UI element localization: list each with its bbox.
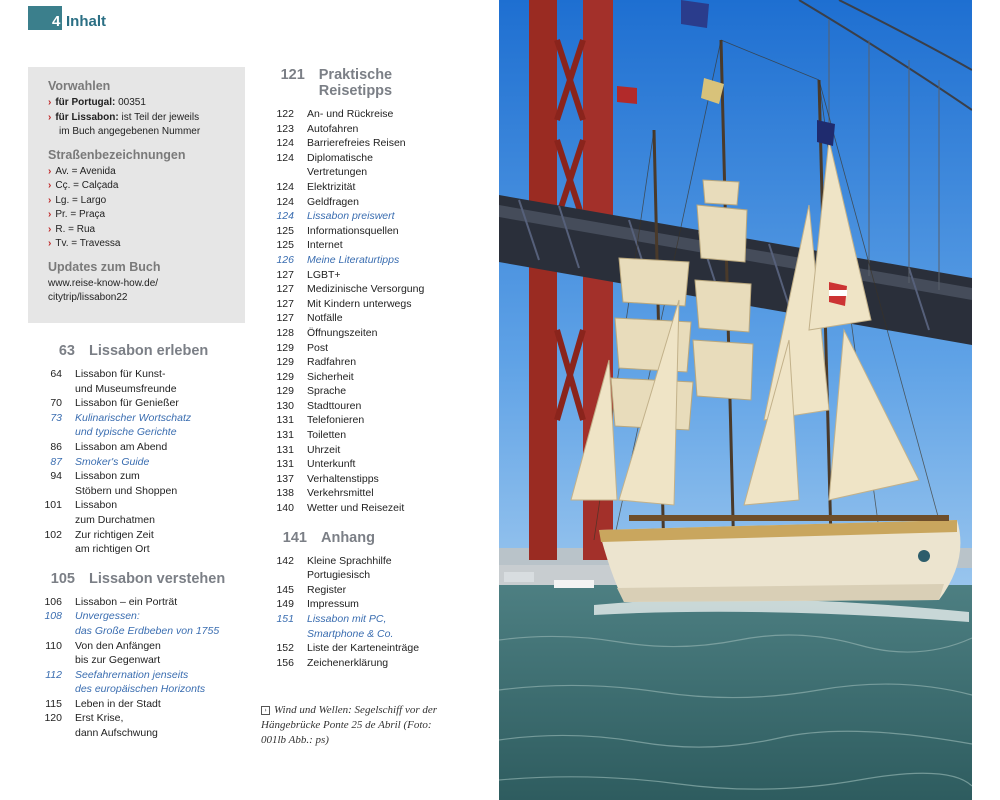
street-abbrev: › Tv. = Travessa <box>48 238 121 249</box>
entry-page-number: 149 <box>276 598 294 611</box>
entry-page-number: 64 <box>50 368 62 380</box>
entry-page-number: 128 <box>276 326 294 339</box>
chevron-right-icon: › <box>48 238 52 249</box>
toc-entry[interactable] <box>262 399 462 414</box>
toc-entry[interactable] <box>262 641 462 656</box>
toc-entry[interactable] <box>262 656 462 671</box>
entry-page-number: 156 <box>276 656 294 669</box>
photo-ref-icon: › <box>261 706 270 715</box>
toc-section-heading[interactable] <box>262 67 462 99</box>
entry-page-number: 108 <box>44 610 62 623</box>
toc-left-column <box>30 343 250 741</box>
entry-title: Zeichenerklärung <box>307 656 389 669</box>
street-abbrev: › Av. = Avenida <box>48 165 116 177</box>
entry-title: Uhrzeit <box>307 443 341 456</box>
toc-entry[interactable] <box>30 411 250 440</box>
toc-entry[interactable] <box>30 469 250 498</box>
entry-page-number: 125 <box>276 239 294 252</box>
entry-page-number: 127 <box>276 312 294 325</box>
entry-title: Lissabon am Abend <box>75 440 168 453</box>
entry-page-number: 106 <box>44 595 62 608</box>
toc-section-heading[interactable] <box>262 530 462 546</box>
entry-page-number: 127 <box>276 297 294 310</box>
page-number: 4 <box>52 13 61 30</box>
toc-entry[interactable] <box>262 501 462 516</box>
entry-title: Kulinarischer Wortschatz und typische Gerichte <box>75 411 192 439</box>
entry-title: Lissabon zum Durchatmen <box>75 499 155 526</box>
toc-entry[interactable] <box>262 297 462 312</box>
entry-title: Sicherheit <box>307 370 354 383</box>
toc-entry[interactable] <box>262 136 462 151</box>
entry-title: Sprache <box>307 385 347 398</box>
chevron-right-icon: › <box>48 209 52 220</box>
entry-title: Post <box>307 341 329 354</box>
street-abbrev: › R. = Rua <box>48 223 96 235</box>
entry-title: Unterkunft <box>307 458 356 471</box>
entry-title: Lissabon preiswert <box>307 210 395 223</box>
entry-page-number: 124 <box>276 137 294 150</box>
entry-page-number: 152 <box>276 642 294 655</box>
toc-entry[interactable] <box>262 413 462 428</box>
toc-entry[interactable] <box>262 209 462 224</box>
entry-title: Leben in der Stadt <box>75 697 161 710</box>
entry-title: Meine Literaturtipps <box>307 253 400 266</box>
toc-entry[interactable] <box>262 384 462 399</box>
toc-entry[interactable] <box>262 554 462 583</box>
toc-entry[interactable] <box>262 443 462 458</box>
street-abbrev: › Cç. = Calçada <box>48 180 119 191</box>
toc-entry[interactable] <box>30 396 250 411</box>
entry-title: Diplomatische Vertretungen <box>307 151 373 179</box>
section-page-number: 121 <box>280 67 305 83</box>
section-page-number: 105 <box>50 570 75 587</box>
entry-title: Medizinische Versorgung <box>307 283 425 296</box>
entry-title: Zur richtigen Zeit am richtigen Ort <box>75 528 154 556</box>
entry-title: Elektrizität <box>307 180 356 193</box>
chevron-right-icon: › <box>48 111 52 123</box>
entry-page-number: 127 <box>276 283 294 296</box>
toc-entry[interactable] <box>30 609 250 638</box>
entry-page-number: 120 <box>44 712 62 725</box>
entry-page-number: 131 <box>276 414 294 427</box>
entry-page-number: 142 <box>276 554 294 567</box>
entry-page-number: 126 <box>276 253 294 266</box>
toc-entry[interactable] <box>262 612 462 641</box>
entry-page-number: 131 <box>276 429 294 442</box>
toc-entry[interactable] <box>262 282 462 297</box>
entry-page-number: 125 <box>276 224 294 237</box>
entry-page-number: 102 <box>44 528 62 541</box>
entry-page-number: 124 <box>276 151 294 164</box>
section-title: Praktische Reisetipps <box>318 67 393 99</box>
chevron-right-icon: › <box>48 165 52 177</box>
entry-page-number: 130 <box>276 399 294 412</box>
entry-page-number: 127 <box>276 268 294 281</box>
toc-entry[interactable] <box>262 597 462 612</box>
toc-entry[interactable] <box>30 367 250 396</box>
entry-page-number: 73 <box>50 411 62 424</box>
toc-entry[interactable] <box>262 180 462 195</box>
entry-page-number: 122 <box>276 108 294 120</box>
section-page-number: 141 <box>282 529 307 546</box>
entry-title: Stadttouren <box>307 399 362 412</box>
entry-page-number: 87 <box>50 455 62 468</box>
vorwahl-portugal: › für Portugal: 00351 <box>48 97 146 108</box>
entry-page-number: 123 <box>276 122 294 135</box>
toc-entry[interactable] <box>262 195 462 210</box>
entry-title: Smoker's Guide <box>75 455 150 468</box>
toc-entry[interactable] <box>30 711 250 740</box>
toc-entry[interactable] <box>30 498 250 527</box>
toc-entry[interactable] <box>262 238 462 253</box>
entry-page-number: 131 <box>276 458 294 471</box>
entry-page-number: 124 <box>276 180 294 193</box>
toc-entry[interactable] <box>262 355 462 370</box>
entry-title: Impressum <box>307 598 359 611</box>
entry-title: Informationsquellen <box>307 224 399 237</box>
entry-title: Internet <box>307 239 343 252</box>
toc-section-heading[interactable] <box>30 571 250 587</box>
toc-entry[interactable] <box>262 486 462 501</box>
toc-entry[interactable] <box>262 224 462 239</box>
toc-entry[interactable] <box>30 528 250 557</box>
toc-entry[interactable] <box>30 697 250 712</box>
entry-title: Lissabon – ein Porträt <box>75 595 178 608</box>
entry-title: Seefahrernation jenseits des europäischen Horizonts <box>75 668 206 696</box>
page-margin <box>972 0 1000 800</box>
chevron-right-icon: › <box>48 180 52 191</box>
section-page-number: 63 <box>58 343 75 359</box>
entry-page-number: 124 <box>276 210 294 223</box>
entry-title: Notfälle <box>307 312 343 325</box>
toc-entry[interactable] <box>262 107 462 122</box>
chevron-right-icon: › <box>48 97 52 108</box>
entry-page-number: 138 <box>276 487 294 500</box>
entry-title: Autofahren <box>307 122 359 135</box>
toc-entry[interactable] <box>262 472 462 487</box>
entry-page-number: 124 <box>276 195 294 208</box>
entry-title: Kleine Sprachhilfe Portugiesisch <box>307 554 392 582</box>
entry-page-number: 115 <box>45 697 62 710</box>
ship-photo <box>499 0 972 800</box>
entry-title: Barrierefreies Reisen <box>307 137 406 150</box>
toc-entry[interactable] <box>262 326 462 341</box>
toc-entry[interactable] <box>262 341 462 356</box>
entry-page-number: 86 <box>50 440 62 453</box>
street-abbrev: › Lg. = Largo <box>48 194 107 206</box>
section-title: Anhang <box>321 529 375 546</box>
toc-section-heading[interactable] <box>30 343 250 359</box>
entry-title: LGBT+ <box>307 268 341 281</box>
strassen-list <box>48 165 245 252</box>
entry-page-number: 70 <box>50 397 62 410</box>
entry-page-number: 101 <box>44 499 62 512</box>
entry-title: An- und Rückreise <box>307 108 394 120</box>
entry-page-number: 145 <box>276 583 294 596</box>
vorwahl-lissabon: › für Lissabon: ist Teil der jeweils im Buch angegebenen Nummer <box>48 111 201 137</box>
updates-link[interactable]: www.reise-know-how.de/ citytrip/lissabon22 <box>48 277 159 303</box>
entry-title: Lissabon für Kunst- und Museumsfreunde <box>75 368 177 395</box>
toc-entry[interactable] <box>262 370 462 385</box>
entry-title: Öffnungszeiten <box>307 326 378 339</box>
toc-entry[interactable] <box>262 583 462 598</box>
entry-title: Lissabon mit PC, Smartphone & Co. <box>307 613 394 640</box>
left-page <box>0 0 498 800</box>
street-abbrev: › Pr. = Praça <box>48 209 106 220</box>
chevron-right-icon: › <box>48 223 52 235</box>
toc-entry[interactable] <box>262 428 462 443</box>
entry-page-number: 129 <box>276 341 294 354</box>
photo-caption: › Wind und Wellen: Segelschiff vor der Hängebrücke Ponte 25 de Abril (Foto: 001lb Abb.: ps) <box>261 704 438 746</box>
entry-title: Geldfragen <box>307 195 359 208</box>
toc-entry[interactable] <box>30 668 250 697</box>
strassen-heading: Straßenbezeichnungen <box>48 147 186 162</box>
entry-title: Lissabon zum Stöbern und Shoppen <box>75 470 178 497</box>
entry-title: Von den Anfängen bis zur Gegenwart <box>75 639 161 667</box>
toc-entry[interactable] <box>262 311 462 326</box>
section-title: Lissabon erleben <box>89 343 209 359</box>
entry-title: Liste der Karteneinträge <box>307 642 420 655</box>
entry-page-number: 129 <box>276 370 294 383</box>
entry-page-number: 137 <box>276 472 294 485</box>
entry-title: Verhaltenstipps <box>307 472 379 485</box>
info-box <box>28 67 245 323</box>
toc-entry[interactable] <box>262 151 462 180</box>
entry-title: Register <box>307 583 347 596</box>
entry-title: Erst Krise, dann Aufschwung <box>75 712 158 740</box>
toc-entry[interactable] <box>30 440 250 455</box>
entry-page-number: 112 <box>45 668 62 681</box>
section-title: Lissabon verstehen <box>89 570 226 587</box>
entry-title: Telefonieren <box>307 414 365 427</box>
updates-heading: Updates zum Buch <box>48 259 161 274</box>
toc-entry[interactable] <box>30 595 250 610</box>
page-title: Inhalt <box>66 13 106 30</box>
entry-title: Toiletten <box>307 429 347 442</box>
entry-title: Radfahren <box>307 356 357 369</box>
toc-entry[interactable] <box>262 122 462 137</box>
entry-page-number: 129 <box>276 385 294 398</box>
entry-title: Lissabon für Genießer <box>75 397 179 410</box>
entry-title: Verkehrsmittel <box>307 487 374 500</box>
toc-entry[interactable] <box>30 639 250 668</box>
entry-title: Mit Kindern unterwegs <box>307 297 412 310</box>
toc-entry[interactable] <box>30 455 250 470</box>
entry-page-number: 131 <box>276 443 294 456</box>
toc-entry[interactable] <box>262 253 462 268</box>
vorwahlen-heading: Vorwahlen <box>48 79 111 93</box>
toc-entry[interactable] <box>262 268 462 283</box>
entry-title: Unvergessen: das Große Erdbeben von 1755 <box>75 610 220 637</box>
entry-title: Wetter und Reisezeit <box>307 502 405 515</box>
toc-right-column <box>262 67 462 670</box>
entry-page-number: 151 <box>276 613 294 625</box>
chevron-right-icon: › <box>48 194 52 206</box>
entry-page-number: 94 <box>50 470 62 483</box>
toc-entry[interactable] <box>262 457 462 472</box>
entry-page-number: 140 <box>276 502 294 515</box>
entry-page-number: 110 <box>45 639 62 652</box>
entry-page-number: 129 <box>276 356 294 369</box>
